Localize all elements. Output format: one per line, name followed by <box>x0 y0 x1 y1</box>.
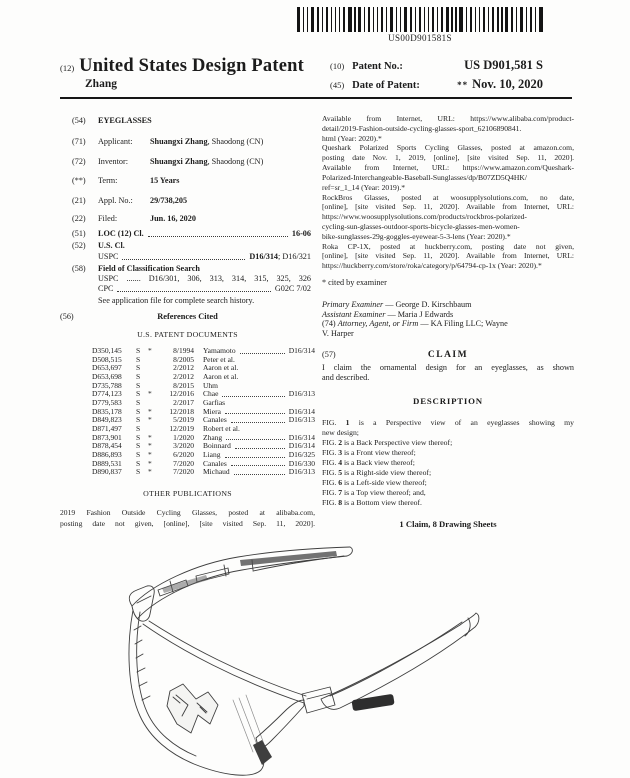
figure-description-line <box>322 458 574 468</box>
applicant-name: Shuangxi Zhang <box>150 137 208 146</box>
fig-prefix: FIG. <box>322 478 339 487</box>
fig-prefix: FIG. <box>322 458 339 467</box>
publication-line: Available from Internet, URL: https://www.amazon.com/Queshark- <box>322 163 574 173</box>
patent-no-value: US D901,581 S <box>464 58 543 72</box>
fig-text: is a Top view thereof; and, <box>342 488 426 497</box>
em-dash: — <box>420 319 429 328</box>
attorney-row-cont: V. Harper <box>322 329 354 338</box>
filed-row <box>60 214 315 224</box>
spacer <box>72 296 98 306</box>
loc-class-row <box>60 229 315 239</box>
fig-prefix: FIG. <box>322 488 339 497</box>
dotted-leader <box>226 439 285 440</box>
attorney-name: KA Filing LLC; Wayne <box>430 319 508 328</box>
ref-name: Robert et al. <box>203 423 240 433</box>
ref-name: Miera <box>203 406 221 416</box>
claim-tag: (57) <box>322 350 336 359</box>
spacer <box>72 252 98 262</box>
applicant-value <box>150 137 263 147</box>
publication-line: 2019 Fashion Outside Cycling Glasses, posted at alibaba.com, <box>60 508 315 517</box>
ref-kind: S <box>136 423 141 433</box>
document-title: United States Design Patent <box>79 56 304 76</box>
loc-value: 16-06 <box>291 229 311 238</box>
ref-date: 2/2017 <box>173 397 194 407</box>
ref-kind: S <box>136 380 141 390</box>
dotted-leader <box>225 413 285 414</box>
inventor-name: Shuangxi Zhang <box>150 157 208 166</box>
em-dash: — <box>387 309 396 319</box>
ref-name: Boinnard <box>203 441 231 451</box>
fig-text: is a Front view thereof; <box>342 448 416 457</box>
publication-line: Roka CP-1X, posted at huckberry.com, posting date not given, <box>322 241 574 251</box>
ref-number: D774,123 <box>92 389 122 399</box>
kind-code-tag: (12) <box>60 63 75 73</box>
primary-examiner-row <box>322 300 574 310</box>
fig-number: 1 <box>345 418 350 427</box>
publication-line: [online], [site visited Sep. 11, 2020]. Available from Internet, URL: <box>322 202 574 212</box>
field-search-row <box>60 264 315 274</box>
ref-class: D16/314 <box>288 406 315 416</box>
ref-star: * <box>148 389 152 399</box>
field-uspc-value: D16/301, 306, 313, 314, 315, 325, 326 <box>148 274 312 283</box>
ref-number: D653,698 <box>92 371 122 381</box>
ref-number: D350,145 <box>92 346 122 355</box>
figure-description-line <box>322 448 574 458</box>
fig-text: is a Left-side view thereof; <box>342 478 427 487</box>
ref-kind: S <box>136 363 141 373</box>
references-heading-row <box>60 312 315 322</box>
dotted-leader <box>235 448 285 449</box>
inventor-surname: Zhang <box>85 78 117 90</box>
patent-number-row <box>330 58 543 73</box>
field-tag: (58) <box>72 264 86 273</box>
fig-prefix: FIG. <box>322 418 346 427</box>
ref-number: D735,788 <box>92 380 122 390</box>
ref-class: D16/313 <box>288 467 315 477</box>
attorney-tag: (74) <box>322 319 336 328</box>
dotted-leader <box>122 259 245 260</box>
field-uspc-label: USPC <box>98 274 119 283</box>
ref-class: D16/313 <box>288 415 315 425</box>
ref-class: D16/314 <box>288 441 315 451</box>
ref-number: D835,178 <box>92 406 122 416</box>
header-right <box>330 58 543 96</box>
ref-star: * <box>148 406 152 416</box>
reference-row <box>92 468 315 477</box>
ref-kind: S <box>136 346 141 355</box>
inventor-tag: (72) <box>72 157 86 166</box>
description-heading: DESCRIPTION <box>413 396 483 406</box>
ref-date: 12/2018 <box>169 406 194 416</box>
left-column <box>60 110 315 530</box>
ref-kind: S <box>136 458 141 468</box>
publication-line: Queshark Polarized Sports Cycling Glasses, posted at amazon.com, <box>322 143 574 153</box>
field-note: See application file for complete search history. <box>98 296 255 305</box>
header-left <box>60 56 304 90</box>
attorney-row <box>322 319 574 329</box>
claim-text-line1: I claim the ornamental design for an eyeglasses, as shown <box>322 363 574 372</box>
ref-name: Chae <box>203 389 219 399</box>
field-uspc-dots: ....... <box>126 274 141 283</box>
uspc-primary: D16/314 <box>249 252 279 261</box>
barcode-text: US00D901581S <box>388 33 452 43</box>
ref-class: D16/314 <box>288 346 315 355</box>
field-cpc-value: G02C 7/02 <box>274 284 311 293</box>
ref-kind: S <box>136 371 141 381</box>
spacer <box>72 274 98 284</box>
other-publications <box>60 507 315 530</box>
references-heading: References Cited <box>157 312 218 321</box>
ref-star: * <box>148 432 152 442</box>
loc-tag: (51) <box>72 229 86 238</box>
ref-number: D849,823 <box>92 415 122 425</box>
figure-description-line <box>322 478 574 488</box>
publication-line: [online], [site visited Sep. 11, 2020]. Available from Internet, URL: <box>322 251 574 261</box>
ref-date: 7/2020 <box>173 467 194 477</box>
ref-star: * <box>148 467 152 477</box>
patent-date-row <box>330 77 543 92</box>
fig-prefix: FIG. <box>322 448 339 457</box>
fig-text: is a Back Perspective view thereof; <box>342 438 453 447</box>
date-text: Nov. 10, 2020 <box>472 77 543 91</box>
claim-text-line2: and described. <box>322 373 370 382</box>
fig-number: 7 <box>338 488 343 497</box>
publication-line: RockBros Glasses, posted at woosupplysolutions.com, no date, <box>322 192 574 202</box>
inventor-label: Inventor: <box>98 157 129 166</box>
ref-name: Yamamoto <box>203 346 236 355</box>
us-class-row <box>60 241 315 251</box>
ref-number: D889,531 <box>92 458 122 468</box>
application-row <box>60 196 315 206</box>
filed-tag: (22) <box>72 214 86 223</box>
figure-description-line <box>322 488 574 498</box>
ref-name: Canales <box>203 458 227 468</box>
publication-line: detail/2019-Fashion-outside-cycling-glasses-sport_62106890841. <box>322 123 522 133</box>
barcode-bars-icon <box>297 7 543 32</box>
ref-kind: S <box>136 449 141 459</box>
ref-kind: S <box>136 397 141 407</box>
term-tag: (**) <box>72 176 86 185</box>
right-column <box>322 110 574 530</box>
ref-number: D878,454 <box>92 441 122 451</box>
barcode <box>297 7 543 43</box>
header-divider <box>60 97 572 99</box>
applicant-tag: (71) <box>72 137 86 146</box>
date-label: Date of Patent: <box>352 80 420 91</box>
figure-description-line <box>322 428 574 438</box>
publication-line: posting date not given, [online], [site visited Sep. 11, 2020]. <box>60 519 315 529</box>
ref-date: 3/2020 <box>173 441 194 451</box>
ref-date: 2/2012 <box>173 371 194 381</box>
ref-date: 12/2019 <box>169 423 194 433</box>
ref-kind: S <box>136 354 141 364</box>
publication-line: https://www.woosupplysolutions.com/products/rockbros-polarized- <box>322 212 527 222</box>
other-publications-heading: OTHER PUBLICATIONS <box>143 489 232 498</box>
primary-examiner-name: George D. Kirschbaum <box>395 300 472 309</box>
dotted-leader <box>148 236 288 237</box>
field-note-row <box>60 296 315 306</box>
fig-number: 5 <box>338 468 343 477</box>
publication-line: posting date Nov. 1, 2019, [online], [site visited Sep. 11, 2020]. <box>322 153 574 163</box>
cited-by-examiner-note: * cited by examiner <box>322 278 387 287</box>
figure-description-line <box>322 438 574 448</box>
dotted-leader <box>222 396 284 397</box>
fig-text: new design; <box>322 428 359 437</box>
design-title: EYEGLASSES <box>98 116 152 125</box>
claim-heading-row <box>322 350 574 360</box>
ref-date: 6/2020 <box>173 449 194 459</box>
ref-class: D16/314 <box>288 432 315 442</box>
primary-examiner-label: Primary Examiner <box>322 300 384 309</box>
publication-line: https://huckberry.com/store/roka/category/p/64794-cp-1x (Year: 2020).* <box>322 261 542 271</box>
fig-number: 2 <box>338 438 343 447</box>
inventor-value <box>150 157 263 167</box>
fig-prefix: FIG. <box>322 438 339 447</box>
filed-label: Filed: <box>98 214 118 223</box>
ref-date: 7/2020 <box>173 458 194 468</box>
dotted-leader <box>117 291 270 292</box>
applicant-rest: , Shaodong (CN) <box>207 137 264 146</box>
em-dash: — <box>385 300 394 309</box>
assistant-examiner-name: Maria J Edwards <box>397 309 454 319</box>
ref-date: 12/2016 <box>169 389 194 399</box>
inventor-rest: , Shaodong (CN) <box>207 157 264 166</box>
uspc-secondary: ; D16/321 <box>278 252 311 261</box>
publication-line: ref=sr_1_14 (Year: 2019).* <box>322 182 406 192</box>
ref-star <box>148 356 158 365</box>
fig-number: 3 <box>338 448 343 457</box>
spacer <box>72 284 98 294</box>
ref-date: 2/2012 <box>173 363 194 373</box>
inventor-row <box>60 157 315 167</box>
ref-kind: S <box>136 406 141 416</box>
ref-name: Liang <box>203 449 221 459</box>
attorney-label: Attorney, Agent, or Firm <box>337 319 419 328</box>
fig-number: 4 <box>338 458 343 467</box>
ref-name: Uhm <box>203 380 218 390</box>
ref-kind: S <box>136 432 141 442</box>
references-table <box>60 347 315 477</box>
fig-prefix: FIG. <box>322 468 339 477</box>
dotted-leader <box>231 465 285 466</box>
publication-line: bike-sunglasses-29g-goggles-eyewear-5-3-lens (Year: 2020).* <box>322 231 511 241</box>
ref-star: * <box>148 458 152 468</box>
ref-kind: S <box>136 467 141 477</box>
ref-number: D873,901 <box>92 432 122 442</box>
ref-name: Michaud <box>203 467 230 477</box>
title-tag: (54) <box>72 116 86 125</box>
field-uspc-row <box>60 274 315 284</box>
ref-date: 5/2019 <box>173 415 194 425</box>
term-label: Term: <box>98 176 118 185</box>
ref-number: D653,697 <box>92 363 122 373</box>
dotted-leader <box>231 422 285 423</box>
ref-number: D871,497 <box>92 423 122 433</box>
claim-heading: CLAIM <box>427 350 469 360</box>
assistant-examiner-label: Assistant Examiner <box>322 309 386 319</box>
ref-number: D779,583 <box>92 397 122 407</box>
term-row <box>60 176 315 186</box>
ref-star: * <box>148 441 152 451</box>
ref-date: 8/1994 <box>173 346 194 355</box>
publications-continued <box>322 114 574 271</box>
us-patent-documents-heading: U.S. PATENT DOCUMENTS <box>137 330 238 339</box>
uscl-tag: (52) <box>72 241 86 250</box>
ref-name: Aaron et al. <box>203 363 239 373</box>
ref-star: * <box>148 415 152 425</box>
ref-star <box>148 364 158 373</box>
appl-value: 29/738,205 <box>150 196 188 205</box>
loc-label: LOC (12) Cl. <box>98 229 144 238</box>
ref-number: D508,515 <box>92 354 122 364</box>
applicant-row <box>60 137 315 147</box>
ref-star <box>148 373 158 382</box>
appl-label: Appl. No.: <box>98 196 133 205</box>
fig-number: 8 <box>338 498 343 507</box>
filed-value: Jun. 16, 2020 <box>150 214 196 223</box>
term-value: 15 Years <box>150 176 180 185</box>
date-stars: ** <box>457 80 469 90</box>
ref-name: Canales <box>203 415 227 425</box>
patent-no-label: Patent No.: <box>352 61 403 72</box>
field-cpc-row <box>60 284 315 294</box>
ref-name: Peter et al. <box>203 354 235 364</box>
figure-description-line <box>322 468 574 478</box>
ref-name: Aaron et al. <box>203 371 239 381</box>
publication-line: Available from Internet, URL: https://www.alibaba.com/product- <box>322 114 574 123</box>
patent-no-tag: (10) <box>330 61 345 71</box>
title-row <box>60 116 315 126</box>
publication-line: cycling-sun-glasses-outdoor-sports-bicycle-glasses-men-women- <box>322 221 520 231</box>
assistant-examiner-row <box>322 310 574 320</box>
uspc-row <box>60 252 315 262</box>
field-label: Field of Classification Search <box>98 264 200 273</box>
field-uspc-line <box>98 274 311 284</box>
fig-text: is a Back view thereof; <box>342 458 415 467</box>
fig-number: 6 <box>338 478 343 487</box>
ref-date: 1/2020 <box>173 432 194 442</box>
ref-kind: S <box>136 389 141 399</box>
publication-line: html (Year: 2020).* <box>322 133 382 143</box>
ref-class: D16/313 <box>288 389 315 399</box>
references-tag: (56) <box>60 312 74 321</box>
dotted-leader <box>240 353 285 354</box>
claims-sheets-note: 1 Claim, 8 Drawing Sheets <box>399 519 497 529</box>
ref-number: D886,893 <box>92 449 122 459</box>
ref-name: Zhang <box>203 432 223 442</box>
appl-tag: (21) <box>72 196 86 205</box>
ref-class: D16/330 <box>288 458 315 468</box>
ref-number: D890,837 <box>92 467 122 477</box>
uspc-label: USPC <box>98 252 119 261</box>
applicant-label: Applicant: <box>98 137 133 146</box>
ref-date: 8/2015 <box>173 380 194 390</box>
fig-text: is a Bottom view thereof. <box>342 498 422 507</box>
brand-logo <box>351 694 394 711</box>
ref-date: 8/2005 <box>173 354 194 364</box>
dotted-leader <box>225 457 285 458</box>
dotted-leader <box>234 474 285 475</box>
figure-description-line <box>322 418 574 428</box>
ref-star: * <box>148 449 152 459</box>
fig-text: is a Perspective view of an eyeglasses showing my <box>349 418 574 427</box>
fig-prefix: FIG. <box>322 498 339 507</box>
uscl-label: U.S. Cl. <box>98 241 125 250</box>
ref-name: Garfias <box>203 397 226 407</box>
fig-text: is a Right-side view thereof; <box>342 468 432 477</box>
publication-line: Polarized-Interchangeable-Baseball-Sunglasses/dp/B07ZD5Q4HK/ <box>322 172 527 182</box>
date-tag: (45) <box>330 80 345 90</box>
ref-kind: S <box>136 415 141 425</box>
ref-class: D16/325 <box>288 449 315 459</box>
field-cpc-label: CPC <box>98 284 114 293</box>
figure-descriptions <box>322 418 574 508</box>
date-value <box>457 77 543 92</box>
uspc-value <box>249 252 311 262</box>
ref-kind: S <box>136 441 141 451</box>
ref-star: * <box>148 346 152 355</box>
figure-description-line <box>322 498 574 508</box>
